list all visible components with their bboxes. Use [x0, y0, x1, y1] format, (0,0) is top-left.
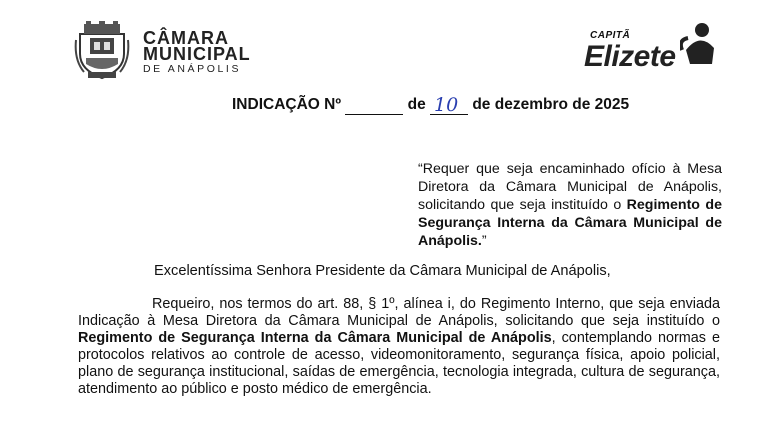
document-header [0, 0, 760, 90]
ementa-bold: Regimento de Segurança Interna da Câmara Municipal de Anápolis. [418, 197, 722, 249]
brand-logo [580, 20, 720, 76]
ementa-end: ” [481, 233, 487, 249]
title-prefix: INDICAÇÃO Nº [232, 96, 341, 113]
document-title [232, 96, 629, 115]
handwritten-day: 10 [434, 94, 459, 116]
number-blank [345, 96, 403, 115]
ementa-paragraph [418, 160, 722, 250]
salutation: Excelentíssima Senhora Presidente da Câmara Municipal de Anápolis, [154, 263, 611, 279]
body-bold: Regimento de Segurança Interna da Câmara Municipal de Anápolis [78, 330, 552, 346]
day-field [430, 94, 468, 116]
municipal-crest-icon [74, 20, 130, 80]
brand-figure-icon [680, 20, 720, 70]
brand-small-text: CAPITÃ [590, 30, 631, 41]
body-paragraph [78, 296, 720, 398]
institution-line2: MUNICIPAL [143, 44, 251, 64]
institution-line1: CÂMARA [143, 28, 229, 48]
ementa-text: “Requer que seja encaminhado ofício à Mesa Diretora da Câmara Municipal de Anápolis, solicitando que seja instituído o [418, 161, 722, 213]
body-text-end: , contemplando normas e protocolos relativos ao controle de acesso, videomonitoramento, segurança física, apoio policial, plano de segurança institucional, saídas de emergência, tecnologia integrada, cultura de segurança, atendimento ao público e posto médico de emergência. [78, 330, 720, 397]
institution-name [143, 30, 251, 75]
institution-line3: DE ANÁPOLIS [143, 63, 242, 75]
body-text: Requeiro, nos termos do art. 88, § 1º, alínea i, do Regimento Interno, que seja enviada Indicação à Mesa Diretora da Câmara Municipal de Anápolis, solicitando que seja instituído o [78, 296, 720, 329]
title-connector: de [407, 96, 426, 113]
title-suffix: de dezembro de 2025 [472, 96, 630, 113]
brand-name: Elizete [584, 40, 676, 73]
